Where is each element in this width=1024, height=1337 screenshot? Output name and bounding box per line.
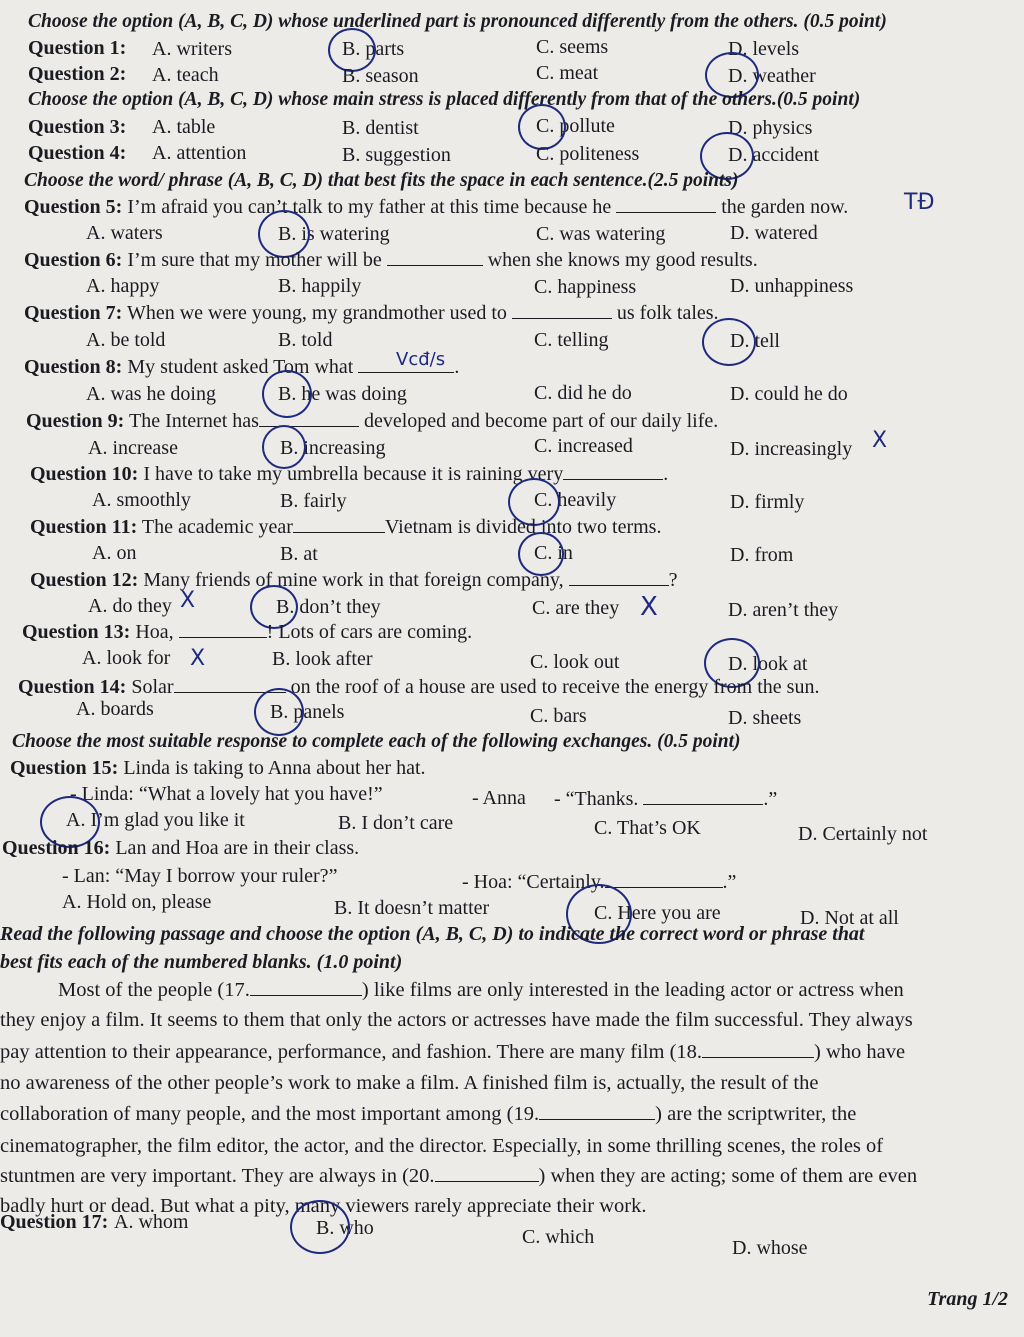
question-label: Question 2: bbox=[28, 63, 127, 85]
option-c: C. which bbox=[522, 1226, 595, 1248]
option-c: C. seems bbox=[536, 36, 609, 58]
option-d: D. firmly bbox=[730, 491, 805, 513]
answer-blank bbox=[174, 676, 286, 693]
option-a: A. boards bbox=[76, 698, 154, 720]
option-a: A. do they bbox=[88, 595, 172, 617]
question-stem bbox=[18, 675, 819, 699]
question-stem bbox=[30, 462, 668, 486]
option-a: A. happy bbox=[86, 275, 160, 297]
option-d: D. sheets bbox=[728, 707, 802, 729]
question-stem bbox=[30, 515, 661, 539]
answer-blank bbox=[179, 621, 267, 638]
option-c: C. That’s OK bbox=[594, 817, 701, 839]
passage-text: ) who have bbox=[814, 1041, 906, 1063]
stem-part: Vietnam is divided into two terms. bbox=[384, 516, 662, 538]
question-label: Question 7: bbox=[24, 302, 123, 324]
section-heading-exchanges: Choose the most suitable response to complete each of the following exchanges. (0.5 point) bbox=[12, 731, 741, 752]
passage-text: pay attention to their appearance, performance, and fashion. There are many film (18. bbox=[0, 1041, 703, 1063]
stem-part: . bbox=[454, 356, 460, 378]
option-d: D. tell bbox=[730, 330, 780, 352]
option-b: B. don’t they bbox=[276, 596, 381, 618]
passage-text: ) when they are acting; some of them are even bbox=[538, 1165, 918, 1187]
option-a: A. was he doing bbox=[86, 383, 216, 405]
question-label: Question 5: bbox=[24, 196, 123, 218]
stem-part: When we were young, my grandmother used to bbox=[126, 302, 507, 324]
stem-part: Hoa, bbox=[135, 621, 174, 643]
question-stem bbox=[24, 195, 848, 219]
answer-blank bbox=[387, 249, 483, 266]
option-c: C. are they bbox=[532, 597, 620, 619]
option-a: A. waters bbox=[86, 222, 163, 244]
cross-mark-icon: X bbox=[872, 428, 888, 453]
option-b: B. look after bbox=[272, 648, 373, 670]
question-stem bbox=[26, 409, 718, 433]
option-a: A. writers bbox=[152, 38, 232, 60]
option-b: B. told bbox=[278, 329, 333, 351]
stem-part: when she knows my good results. bbox=[487, 249, 758, 271]
section-heading-stress: Choose the option (A, B, C, D) whose main stress is placed differently from that of the others.(0.5 point) bbox=[28, 89, 861, 110]
page-number: Trang 1/2 bbox=[927, 1288, 1008, 1310]
answer-blank bbox=[605, 871, 723, 888]
option-a: A. table bbox=[152, 116, 216, 138]
option-b: B. he was doing bbox=[278, 383, 407, 405]
question-stem bbox=[24, 248, 758, 272]
question-label: Question 13: bbox=[22, 621, 131, 643]
stem-part: us folk tales. bbox=[616, 302, 719, 324]
stem-part: My student asked Tom what bbox=[127, 356, 354, 378]
passage-line bbox=[0, 1040, 905, 1064]
option-a: A. be told bbox=[86, 329, 166, 351]
option-c: C. happiness bbox=[534, 276, 637, 298]
stem-part: .” bbox=[763, 788, 778, 810]
question-label: Question 12: bbox=[30, 569, 139, 591]
answer-blank bbox=[616, 196, 716, 213]
answer-blank bbox=[539, 1103, 655, 1120]
question-label: Question 3: bbox=[28, 116, 127, 138]
option-a: A. I’m glad you like it bbox=[66, 809, 245, 831]
option-b: B. panels bbox=[270, 701, 345, 723]
stem-part: - “Thanks. bbox=[554, 788, 639, 810]
option-a: A. increase bbox=[88, 437, 178, 459]
option-d: D. accident bbox=[728, 144, 820, 166]
answer-blank bbox=[293, 516, 385, 533]
cross-mark-icon: X bbox=[640, 592, 658, 622]
option-a: A. smoothly bbox=[92, 489, 191, 511]
option-d: D. from bbox=[730, 544, 794, 566]
passage-line bbox=[0, 1102, 856, 1126]
option-d: D. Not at all bbox=[800, 907, 899, 929]
question-label: Question 14: bbox=[18, 676, 127, 698]
option-c: C. telling bbox=[534, 329, 609, 351]
answer-blank bbox=[259, 410, 359, 427]
passage-line: badly hurt or dead. But what a pity, many viewers rarely appreciate their work. bbox=[0, 1195, 647, 1217]
option-b: B. fairly bbox=[280, 490, 347, 512]
option-c: C. look out bbox=[530, 651, 620, 673]
passage-line: they enjoy a film. It seems to them that only the actors or actresses have made the film successful. They always bbox=[0, 1009, 913, 1031]
stem-part: Solar bbox=[131, 676, 174, 698]
stem-part: The academic year bbox=[141, 516, 293, 538]
option-c: C. in bbox=[534, 542, 573, 564]
option-b: B. who bbox=[316, 1217, 374, 1239]
question-label: Question 10: bbox=[30, 463, 139, 485]
question-label: Question 11: bbox=[30, 516, 138, 538]
passage-text: stuntmen are very important. They are always in (20. bbox=[0, 1165, 435, 1187]
stem-part: Lan and Hoa are in their class. bbox=[115, 837, 360, 859]
option-a: A. whom bbox=[114, 1211, 189, 1233]
handwritten-note: Vcđ/s bbox=[396, 349, 446, 370]
answer-blank bbox=[643, 788, 763, 805]
option-d: D. watered bbox=[730, 222, 818, 244]
option-d: D. weather bbox=[728, 65, 816, 87]
section-heading-passage-cont: best fits each of the numbered blanks. (1.0 point) bbox=[0, 951, 403, 973]
option-b: B. suggestion bbox=[342, 144, 451, 166]
option-c: C. meat bbox=[536, 62, 599, 84]
dialogue-line bbox=[462, 870, 736, 894]
option-d: D. look at bbox=[728, 653, 808, 675]
option-b: B. dentist bbox=[342, 117, 419, 139]
option-d: D. increasingly bbox=[730, 438, 853, 460]
option-b: B. It doesn’t matter bbox=[334, 897, 490, 919]
option-b: B. season bbox=[342, 65, 419, 87]
option-a: A. Hold on, please bbox=[62, 891, 212, 913]
question-stem bbox=[24, 301, 719, 325]
option-c: C. bars bbox=[530, 705, 587, 727]
question-label: Question 9: bbox=[26, 410, 125, 432]
option-b: B. increasing bbox=[280, 437, 386, 459]
question-stem bbox=[30, 568, 678, 592]
passage-text: ) are the scriptwriter, the bbox=[655, 1103, 857, 1125]
option-c: C. pollute bbox=[536, 115, 615, 137]
question-label: Question 16: bbox=[2, 837, 111, 859]
question-label: Question 6: bbox=[24, 249, 123, 271]
stem-part: on the roof of a house are used to receive the energy from the sun. bbox=[290, 676, 820, 698]
passage-line bbox=[0, 1164, 917, 1188]
stem-part: - Hoa: “Certainly. bbox=[462, 871, 605, 893]
passage-text: collaboration of many people, and the most important among (19. bbox=[0, 1103, 540, 1125]
option-a: A. teach bbox=[152, 64, 219, 86]
option-c: C. was watering bbox=[536, 223, 666, 245]
option-d: D. Certainly not bbox=[798, 823, 928, 845]
dialogue-line: - Lan: “May I borrow your ruler?” bbox=[62, 865, 338, 887]
option-a: A. look for bbox=[82, 647, 171, 669]
option-b: B. parts bbox=[342, 38, 405, 60]
stem-part: The Internet has bbox=[128, 410, 259, 432]
option-c: C. Here you are bbox=[594, 902, 721, 924]
answer-blank bbox=[435, 1165, 539, 1182]
option-c: C. increased bbox=[534, 435, 633, 457]
answer-blank bbox=[702, 1041, 814, 1058]
option-d: D. aren’t they bbox=[728, 599, 839, 621]
option-d: D. whose bbox=[732, 1237, 808, 1259]
stem-part: Many friends of mine work in that foreign company, bbox=[143, 569, 564, 591]
dialogue-line: - Linda: “What a lovely hat you have!” bbox=[70, 783, 383, 805]
section-heading-gapfill: Choose the word/ phrase (A, B, C, D) that best fits the space in each sentence.(2.5 points) bbox=[24, 170, 739, 191]
answer-blank bbox=[569, 569, 669, 586]
option-d: D. could he do bbox=[730, 383, 848, 405]
cross-mark-icon: X bbox=[180, 588, 196, 613]
question-label: Question 4: bbox=[28, 142, 127, 164]
option-b: B. is watering bbox=[278, 223, 390, 245]
stem-part: ! Lots of cars are coming. bbox=[266, 621, 473, 643]
question-label: Question 8: bbox=[24, 356, 123, 378]
stem-part: .” bbox=[722, 871, 737, 893]
stem-part: . bbox=[663, 463, 669, 485]
stem-part: I have to take my umbrella because it is raining very bbox=[143, 463, 564, 485]
stem-part: I’m afraid you can’t talk to my father at this time because he bbox=[127, 196, 612, 218]
option-c: C. heavily bbox=[534, 489, 617, 511]
option-b: B. happily bbox=[278, 275, 362, 297]
section-heading-pronunciation: Choose the option (A, B, C, D) whose underlined part is pronounced differently from the others. (0.5 point) bbox=[28, 11, 887, 32]
dialogue-line: - Anna bbox=[472, 787, 526, 809]
option-b: B. I don’t care bbox=[338, 812, 454, 834]
question-stem bbox=[2, 836, 359, 860]
stem-part: Linda is taking to Anna about her hat. bbox=[123, 757, 426, 779]
question-stem bbox=[10, 756, 426, 780]
question-stem bbox=[24, 355, 459, 379]
stem-part: the garden now. bbox=[721, 196, 849, 218]
question-stem bbox=[22, 620, 472, 644]
question-label: Question 1: bbox=[28, 37, 127, 59]
answer-blank bbox=[563, 463, 663, 480]
option-b: B. at bbox=[280, 543, 318, 565]
passage-line bbox=[58, 978, 904, 1002]
passage-text: ) like films are only interested in the leading actor or actress when bbox=[361, 979, 904, 1001]
stem-part: ? bbox=[668, 569, 678, 591]
option-a: A. attention bbox=[152, 142, 247, 164]
question-label: Question 17: bbox=[0, 1211, 109, 1233]
question-label: Question 15: bbox=[10, 757, 119, 779]
option-d: D. levels bbox=[728, 38, 800, 60]
option-c: C. did he do bbox=[534, 382, 632, 404]
option-d: D. physics bbox=[728, 117, 813, 139]
dialogue-line bbox=[554, 787, 777, 811]
handwritten-note: TĐ bbox=[904, 190, 935, 215]
passage-line: cinematographer, the film editor, the actor, and the director. Especially, in some thrilling scenes, the roles of bbox=[0, 1135, 884, 1157]
option-d: D. unhappiness bbox=[730, 275, 854, 297]
stem-part: I’m sure that my mother will be bbox=[127, 249, 382, 271]
option-a: A. on bbox=[92, 542, 137, 564]
cross-mark-icon: X bbox=[190, 646, 206, 671]
answer-blank bbox=[250, 979, 362, 996]
section-heading-passage: Read the following passage and choose the option (A, B, C, D) to indicate the correct word or phrase that bbox=[0, 923, 865, 945]
option-c: C. politeness bbox=[536, 143, 640, 165]
passage-text: Most of the people (17. bbox=[58, 979, 250, 1001]
stem-part: developed and become part of our daily life. bbox=[363, 410, 719, 432]
passage-line: no awareness of the other people’s work to make a film. A finished film is, actually, the result of the bbox=[0, 1072, 819, 1094]
answer-blank bbox=[512, 302, 612, 319]
